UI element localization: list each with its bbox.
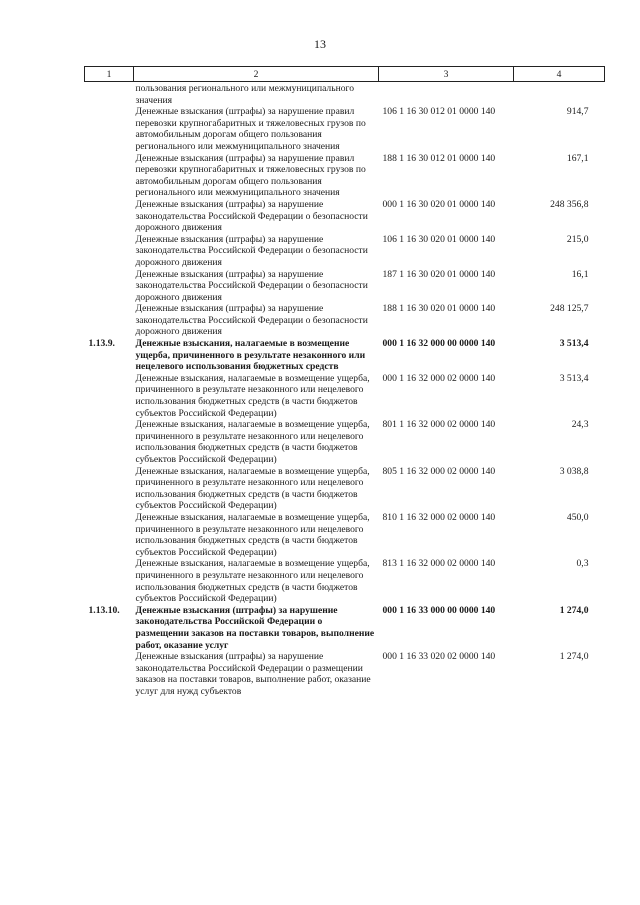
table-row — [85, 199, 605, 234]
table-row — [85, 373, 605, 419]
row-name: Денежные взыскания (штрафы) за нарушение законодательства Российской Федерации о размещении заказов на поставки товаров, выполнение работ, оказание услуг для нужд субъектов — [135, 651, 371, 697]
table-body — [85, 82, 605, 698]
row-budget-code: 188 1 16 30 020 01 0000 140 — [382, 303, 496, 315]
row-amount: 215,0 — [566, 233, 589, 245]
column-header-amount: 4 — [514, 67, 605, 82]
row-number — [85, 466, 134, 512]
table-row — [85, 338, 605, 373]
table-header — [85, 67, 605, 82]
table-row — [85, 234, 605, 269]
row-budget-code: 000 1 16 33 020 02 0000 140 — [382, 651, 496, 663]
row-amount: 167,1 — [566, 152, 589, 164]
row-amount: 0,3 — [576, 558, 589, 570]
row-number — [85, 419, 134, 465]
row-budget-code: 000 1 16 30 020 01 0000 140 — [382, 198, 496, 210]
row-amount: 1 274,0 — [559, 604, 589, 616]
row-name: Денежные взыскания (штрафы) за нарушение правил перевозки крупногабаритных и тяжеловесных грузов по автомобильным дорогам общего пользования регионального или межмуниципального значения — [135, 106, 366, 152]
column-header-code: 3 — [379, 67, 514, 82]
row-name: Денежные взыскания, налагаемые в возмещение ущерба, причиненного в результате незаконного или нецелевого использования бюджетных средств — [135, 338, 366, 373]
row-number — [85, 373, 134, 419]
row-number — [85, 651, 134, 697]
row-number: 1.13.10. — [88, 604, 120, 616]
row-name: Денежные взыскания (штрафы) за нарушение законодательства Российской Федерации о размещении заказов на поставки товаров, выполнение работ, оказание услуг — [135, 604, 375, 651]
row-budget-code — [379, 82, 514, 107]
row-name: Денежные взыскания, налагаемые в возмещение ущерба, причиненного в результате незаконного или нецелевого использования бюджетных средств (в части бюджетов субъектов Российской Федерации) — [135, 419, 370, 465]
row-budget-code: 187 1 16 30 020 01 0000 140 — [382, 268, 496, 280]
column-header-number: 1 — [85, 67, 134, 82]
row-name: Денежные взыскания, налагаемые в возмещение ущерба, причиненного в результате незаконного или нецелевого использования бюджетных средств (в части бюджетов субъектов Российской Федерации) — [135, 558, 370, 605]
table-row — [85, 558, 605, 604]
row-budget-code: 805 1 16 32 000 02 0000 140 — [382, 465, 496, 477]
table-row — [85, 419, 605, 465]
table-row — [85, 605, 605, 651]
row-budget-code: 000 1 16 33 000 00 0000 140 — [382, 604, 496, 616]
row-number — [85, 269, 134, 304]
row-amount: 248 356,8 — [550, 198, 589, 210]
row-amount: 3 513,4 — [559, 372, 589, 384]
row-number — [85, 82, 134, 107]
row-number — [85, 512, 134, 558]
table-row — [85, 82, 605, 107]
row-budget-code: 810 1 16 32 000 02 0000 140 — [382, 511, 496, 523]
row-amount: 248 125,7 — [550, 303, 589, 315]
row-amount: 1 274,0 — [559, 651, 589, 663]
row-number — [85, 199, 134, 234]
row-budget-code: 801 1 16 32 000 02 0000 140 — [382, 419, 496, 431]
row-name: Денежные взыскания (штрафы) за нарушение законодательства Российской Федерации о безопасности дорожного движения — [135, 268, 368, 303]
row-budget-code: 106 1 16 30 020 01 0000 140 — [382, 233, 496, 245]
row-budget-code: 188 1 16 30 012 01 0000 140 — [382, 152, 496, 164]
row-amount: 3 513,4 — [559, 338, 589, 350]
row-name: Денежные взыскания, налагаемые в возмещение ущерба, причиненного в результате незаконного или нецелевого использования бюджетных средств (в части бюджетов субъектов Российской Федерации) — [135, 372, 370, 419]
row-name: Денежные взыскания, налагаемые в возмещение ущерба, причиненного в результате незаконного или нецелевого использования бюджетных средств (в части бюджетов субъектов Российской Федерации) — [135, 511, 370, 558]
table-header-row — [85, 67, 605, 82]
row-budget-code: 813 1 16 32 000 02 0000 140 — [382, 558, 496, 570]
row-budget-code: 106 1 16 30 012 01 0000 140 — [382, 106, 496, 118]
table-row — [85, 106, 605, 152]
row-name: Денежные взыскания, налагаемые в возмещение ущерба, причиненного в результате незаконного или нецелевого использования бюджетных средств (в части бюджетов субъектов Российской Федерации) — [135, 465, 370, 512]
row-number — [85, 558, 134, 604]
row-amount: 914,7 — [566, 106, 589, 118]
row-name: пользования регионального или межмуниципального значения — [135, 83, 355, 106]
page-number: 13 — [314, 37, 326, 51]
row-name: Денежные взыскания (штрафы) за нарушение законодательства Российской Федерации о безопасности дорожного движения — [135, 233, 368, 268]
row-amount: 24,3 — [571, 419, 589, 431]
row-number — [85, 153, 134, 199]
row-name: Денежные взыскания (штрафы) за нарушение правил перевозки крупногабаритных и тяжеловесных грузов по автомобильным дорогам общего пользования регионального или межмуниципального значения — [135, 152, 366, 199]
table-row — [85, 512, 605, 558]
column-header-name: 2 — [134, 67, 379, 82]
row-amount: 450,0 — [566, 511, 589, 523]
table-row — [85, 651, 605, 697]
row-amount — [514, 82, 605, 107]
table-row — [85, 269, 605, 304]
row-number — [85, 106, 134, 152]
row-number: 1.13.9. — [88, 338, 115, 350]
row-number — [85, 234, 134, 269]
row-name: Денежные взыскания (штрафы) за нарушение законодательства Российской Федерации о безопасности дорожного движения — [135, 198, 368, 234]
table-row — [85, 153, 605, 199]
table-row — [85, 303, 605, 338]
row-amount: 3 038,8 — [559, 465, 589, 477]
row-name: Денежные взыскания (штрафы) за нарушение законодательства Российской Федерации о безопасности дорожного движения — [135, 303, 368, 338]
row-budget-code: 000 1 16 32 000 00 0000 140 — [382, 338, 496, 350]
table-row — [85, 466, 605, 512]
budget-revenue-table — [84, 66, 605, 697]
row-number — [85, 303, 134, 338]
row-amount: 16,1 — [571, 268, 589, 280]
row-budget-code: 000 1 16 32 000 02 0000 140 — [382, 372, 496, 384]
